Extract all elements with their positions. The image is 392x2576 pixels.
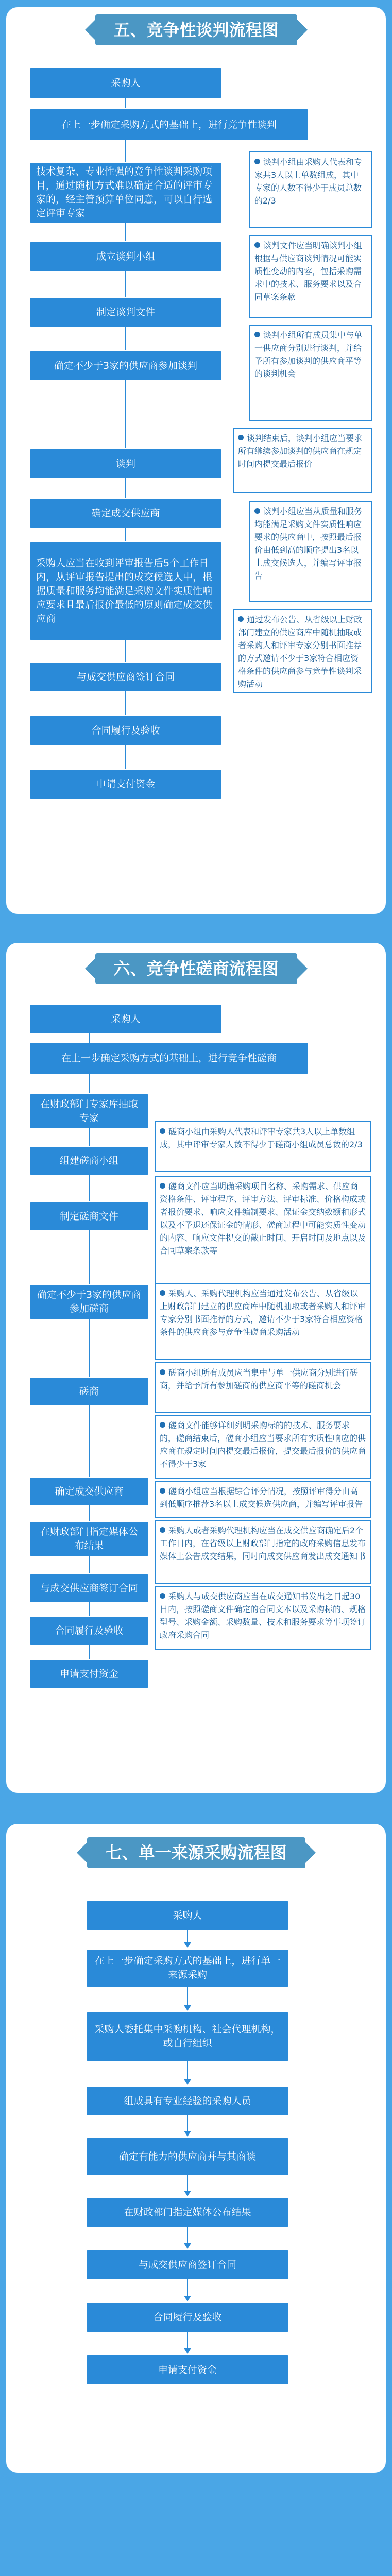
flow-box: 采购人应当在收到评审报告后5个工作日内，从评审报告提出的成交候选人中，根据质量和服务均能满足采购文件实质性响应要求且最后报价最低的原则确定成交供应商 <box>30 542 221 640</box>
flow-box: 确定成交供应商 <box>30 499 221 528</box>
flow-box: 在财政部门专家库抽取专家 <box>30 1094 148 1128</box>
flow-box: 技术复杂、专业性强的竞争性谈判采购项目，通过随机方式难以确定合适的评审专家的，经主管预算单位同意，可以自行选定评审专家 <box>30 163 221 223</box>
flow-box: 确定不少于3家的供应商参加磋商 <box>30 1285 148 1319</box>
connector <box>187 2332 188 2348</box>
flow-box: 在上一步确定采购方式的基础上，进行单一来源采购 <box>87 1950 288 1987</box>
connector <box>89 1074 90 1093</box>
connector <box>125 380 126 448</box>
note-box: 磋商小组应当根据综合评分情况，按照评审得分由高到低顺序推荐3名以上成交候选供应商，并编写评审报告 <box>155 1481 371 1518</box>
flow-box: 确定有能力的供应商并与其商谈 <box>87 2138 288 2175</box>
connector <box>89 1128 90 1146</box>
connector <box>89 1405 90 1477</box>
connector <box>187 1930 188 1942</box>
arrow-icon <box>184 2005 191 2011</box>
flow-box: 采购人 <box>30 1005 221 1033</box>
arrow-icon <box>184 2348 191 2354</box>
flow-box: 组成具有专业经验的采购人员 <box>87 2087 288 2115</box>
arrow-icon <box>184 2079 191 2085</box>
flow-box: 制定磋商文件 <box>30 1202 148 1230</box>
note-box: 谈判文件应当明确谈判小组根据与供应商谈判情况可能实质性变动的内容，包括采购需求中的技术、服务要求以及合同草案条款 <box>249 235 372 318</box>
connector <box>125 140 126 162</box>
note-box: 谈判小组应当从质量和服务均能满足采购文件实质性响应要求的供应商中，按照最后报价由低到高的顺序提出3名以上成交候选人，并编写评审报告 <box>249 501 372 602</box>
connector <box>89 1645 90 1659</box>
connector <box>89 1602 90 1616</box>
connector <box>187 2175 188 2191</box>
connector <box>125 271 126 297</box>
connector <box>187 2061 188 2079</box>
flow-box: 申请支付资金 <box>30 770 221 799</box>
connector <box>125 327 126 350</box>
note-box: 谈判小组由采购人代表和专家共3人以上单数组成，其中专家的人数不得少于成员总数的2/3 <box>249 151 372 228</box>
flow-box: 在财政部门指定媒体公布结果 <box>87 2198 288 2227</box>
section-title-5: 五、竞争性谈判流程图 <box>95 14 297 45</box>
flow-box: 与成交供应商签订合同 <box>30 663 221 691</box>
flow-box: 采购人 <box>87 1901 288 1930</box>
connector <box>89 1556 90 1573</box>
arrow-icon <box>184 2243 191 2249</box>
flow-box: 与成交供应商签订合同 <box>30 1574 148 1602</box>
note-box: 通过发布公告、从省级以上财政部门建立的供应商库中随机抽取或者采购人和评审专家分别书面推荐的方式邀请不少于3家符合相应资格条件的供应商参与竞争性谈判采购活动 <box>233 609 372 693</box>
flow-box: 确定成交供应商 <box>30 1478 148 1505</box>
flow-box: 成立谈判小组 <box>30 242 221 271</box>
connector <box>89 1230 90 1284</box>
arrow-icon <box>184 2296 191 2301</box>
connector <box>125 478 126 498</box>
connector <box>89 1319 90 1377</box>
note-box: 磋商文件应当明确采购项目名称、采购需求、供应商资格条件、评审程序、评审方法、评审标准、价格构成或者报价要求、响应文件编制要求、保证金交纳数额和形式以及不予退还保证金的情形、磋商过程中可能实质性变动的内容、响应文件提交的截止时间、开启时间及地点以及合同草案条款等 <box>155 1176 371 1304</box>
note-box: 采购人、采购代理机构应当通过发布公告、从省级以上财政部门建立的供应商库中随机抽取或者采购人和评审专家分别书面推荐的方式，邀请不少于3家符合相应资格条件的供应商参与竞争性磋商采购活动 <box>155 1283 371 1360</box>
flow-box: 在上一步确定采购方式的基础上，进行竞争性谈判 <box>30 109 308 140</box>
connector <box>187 2279 188 2296</box>
arrow-icon <box>184 2191 191 2196</box>
connector <box>89 1033 90 1043</box>
arrow-icon <box>184 2131 191 2137</box>
connector <box>125 691 126 715</box>
flow-box: 合同履行及验收 <box>87 2303 288 2332</box>
flow-box: 采购人委托集中采购机构、社会代理机构，或自行组织 <box>87 2012 288 2061</box>
arrow-icon <box>184 1942 191 1948</box>
note-box: 磋商小组所有成员应当集中与单一供应商分别进行磋商，并给予所有参加磋商的供应商平等的磋商机会 <box>155 1362 371 1413</box>
note-box: 采购人或者采购代理机构应当在成交供应商确定后2个工作日内，在省级以上财政部门指定的政府采购信息发布媒体上公告成交结果，同时向成交供应商发出成交通知书 <box>155 1520 371 1584</box>
flow-box: 合同履行及验收 <box>30 1617 148 1645</box>
connector <box>89 1175 90 1201</box>
note-box: 采购人与成交供应商应当在成交通知书发出之日起30日内，按照磋商文件确定的合同文本以及采购标的、规格型号、采购金额、采购数量、技术和服务要求等事项签订政府采购合同 <box>155 1586 371 1650</box>
connector <box>187 2227 188 2243</box>
note-box: 磋商文件能够详细列明采购标的的技术、服务要求的，磋商结束后，磋商小组应当要求所有实质性响应的供应商在规定时间内提交最后报价，提交最后报价的供应商不得少于3家 <box>155 1415 371 1479</box>
flow-box: 申请支付资金 <box>87 2355 288 2384</box>
flow-box: 磋商 <box>30 1378 148 1405</box>
flow-box: 谈判 <box>30 449 221 478</box>
flow-box: 在上一步确定采购方式的基础上，进行竞争性磋商 <box>30 1043 308 1074</box>
connector <box>187 1987 188 2005</box>
flow-box: 合同履行及验收 <box>30 716 221 745</box>
flow-box: 申请支付资金 <box>30 1660 148 1688</box>
flow-box: 制定谈判文件 <box>30 298 221 327</box>
section-title-7: 七、单一来源采购流程图 <box>87 1837 305 1868</box>
flow-box: 组建磋商小组 <box>30 1147 148 1175</box>
connector <box>125 223 126 241</box>
connector <box>187 2115 188 2131</box>
note-box: 磋商小组由采购人代表和评审专家共3人以上单数组成，其中评审专家人数不得少于磋商小组成员总数的2/3 <box>155 1121 371 1172</box>
connector <box>125 640 126 662</box>
flow-box: 采购人 <box>30 68 221 98</box>
note-box: 谈判小组所有成员集中与单一供应商分别进行谈判，并给予所有参加谈判的供应商平等的谈判机会 <box>249 325 372 421</box>
connector <box>125 98 126 108</box>
connector <box>125 745 126 769</box>
note-box: 谈判结束后，谈判小组应当要求所有继续参加谈判的供应商在规定时间内提交最后报价 <box>233 428 372 493</box>
connector <box>125 528 126 541</box>
connector <box>89 1505 90 1521</box>
flow-box: 在财政部门指定媒体公布结果 <box>30 1522 148 1556</box>
flow-box: 确定不少于3家的供应商参加谈判 <box>30 351 221 380</box>
flow-box: 与成交供应商签订合同 <box>87 2250 288 2279</box>
section-title-6: 六、竞争性磋商流程图 <box>95 953 297 984</box>
